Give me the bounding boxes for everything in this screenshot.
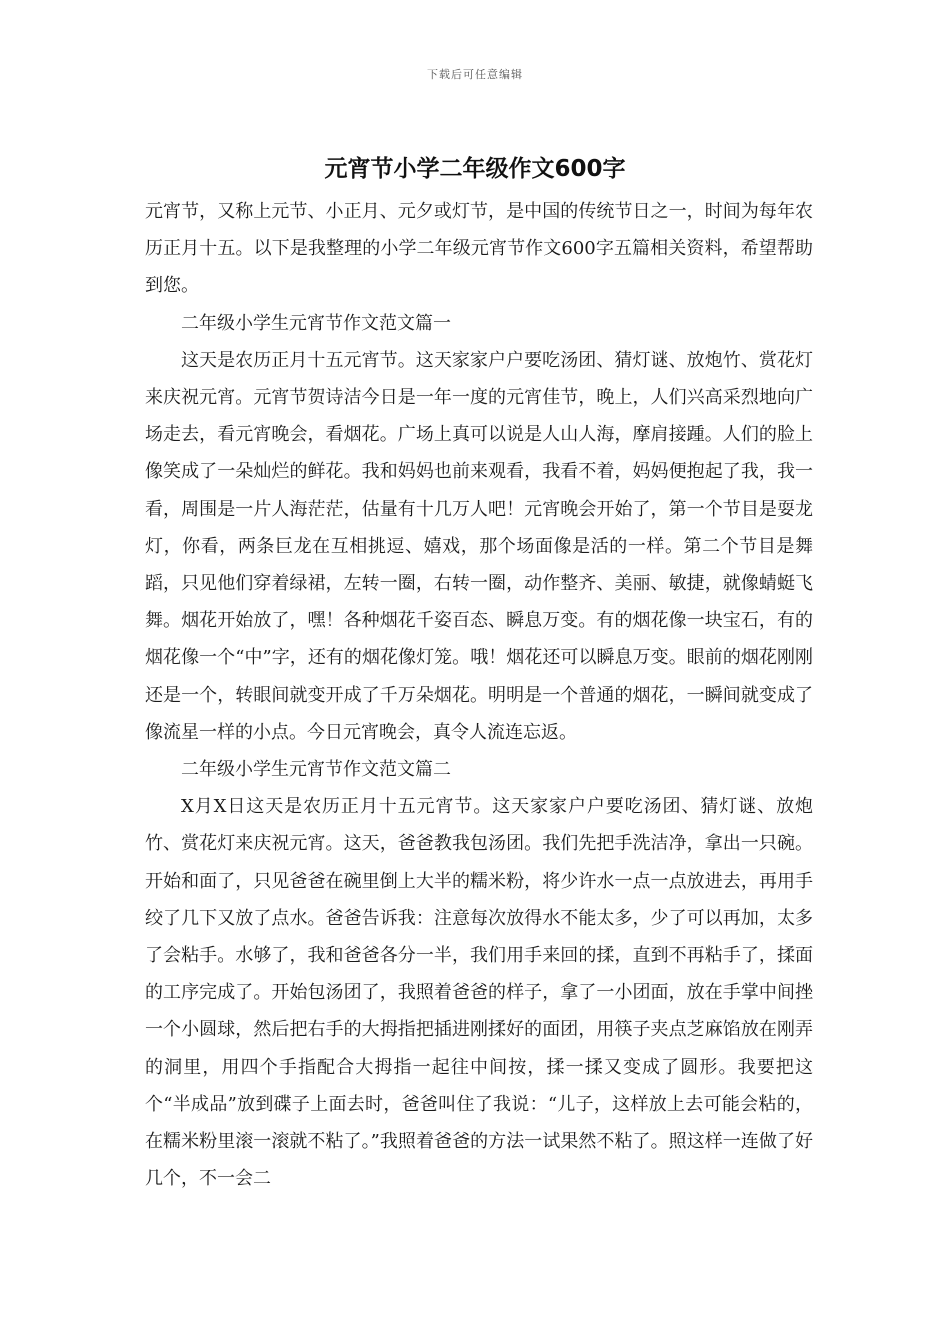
document-title: 元宵节小学二年级作文600字 — [324, 156, 626, 182]
section-heading-2: 二年级小学生元宵节作文范文篇二 — [181, 759, 451, 781]
header-note: 下载后可任意编辑 — [427, 68, 523, 81]
section-heading-1: 二年级小学生元宵节作文范文篇一 — [181, 312, 451, 334]
document-body — [145, 193, 813, 1197]
section-paragraph-2: X月X日这天是农历正月十五元宵节。这天家家户户要吃汤团、猜灯谜、放炮竹、赏花灯来庆祝元宵。这天，爸爸教我包汤团。我们先把手洗洁净，拿出一只碗。开始和面了，只见爸爸在碗里倒上大半的糯米粉，将少许水一点一点放进去，再用手绞了几下又放了点水。爸爸告诉我：注意每次放得水不能太多，少了可以再加，太多了会粘手。水够了，我和爸爸各分一半，我们用手来回的揉，直到不再粘手了，揉面的工序完成了。开始包汤团了，我照着爸爸的样子，拿了一小团面，放在手掌中间挫一个小圆球，然后把右手的大拇指把插进刚揉好的面团，用筷子夹点芝麻馅放在刚弄的洞里，用四个手指配合大拇指一起往中间按，揉一揉又变成了圆形。我要把这个“半成品”放到碟子上面去时，爸爸叫住了我说：“儿子，这样放上去可能会粘的，在糯米粉里滚一滚就不粘了。”我照着爸爸的方法一试果然不粘了。照这样一连做了好几个，不一会二 — [145, 796, 813, 1190]
intro-paragraph: 元宵节，又称上元节、小正月、元夕或灯节，是中国的传统节日之一，时间为每年农历正月十五。以下是我整理的小学二年级元宵节作文600字五篇相关资料，希望帮助到您。 — [145, 201, 813, 297]
section-paragraph-1: 这天是农历正月十五元宵节。这天家家户户要吃汤团、猜灯谜、放炮竹、赏花灯来庆祝元宵。元宵节贺诗洁今日是一年一度的元宵佳节，晚上，人们兴高采烈地向广场走去，看元宵晚会，看烟花。广场上真可以说是人山人海，摩肩接踵。人们的脸上像笑成了一朵灿烂的鲜花。我和妈妈也前来观看，我看不着，妈妈便抱起了我，我一看，周围是一片人海茫茫，估量有十几万人吧！元宵晚会开始了，第一个节目是耍龙灯，你看，两条巨龙在互相挑逗、嬉戏，那个场面像是活的一样。第二个节目是舞蹈，只见他们穿着绿裙，左转一圈，右转一圈，动作整齐、美丽、敏捷，就像蜻蜓飞舞。烟花开始放了，嘿！各种烟花千姿百态、瞬息万变。有的烟花像一块宝石，有的烟花像一个“中”字，还有的烟花像灯笼。哦！烟花还可以瞬息万变。眼前的烟花刚刚还是一个，转眼间就变开成了千万朵烟花。明明是一个普通的烟花，一瞬间就变成了像流星一样的小点。今日元宵晚会，真令人流连忘返。 — [145, 349, 813, 743]
